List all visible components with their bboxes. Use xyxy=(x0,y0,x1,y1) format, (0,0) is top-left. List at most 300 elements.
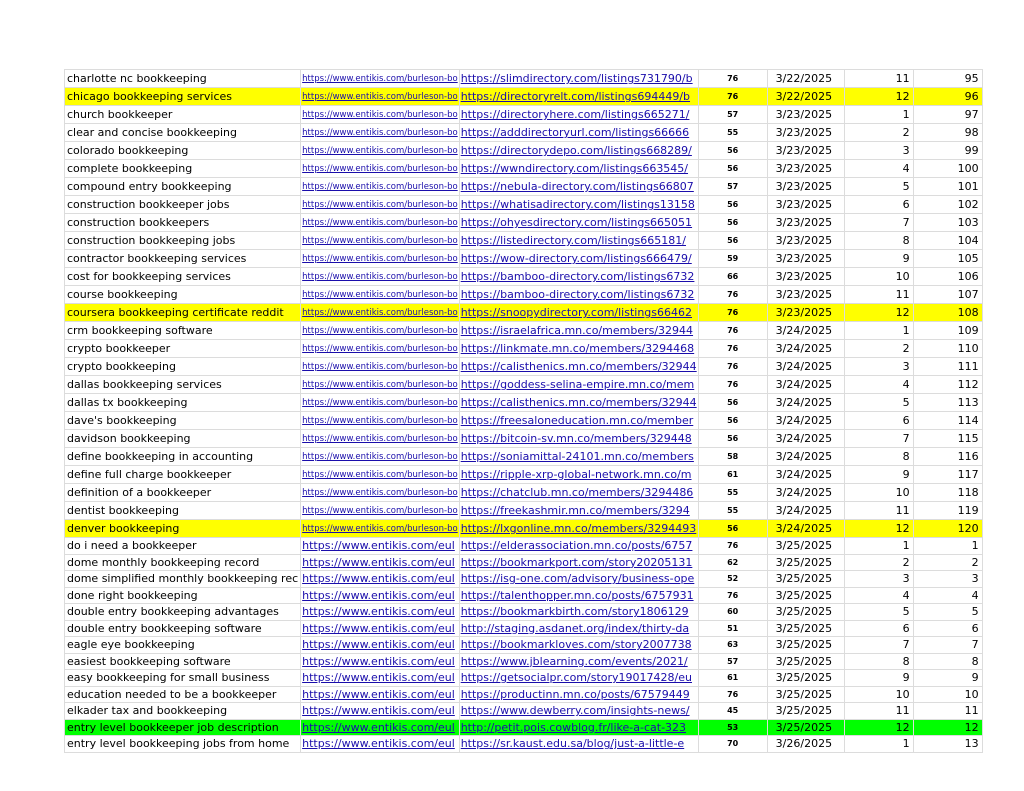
keyword-cell[interactable]: denver bookkeeping xyxy=(65,520,301,538)
backlink-url-cell[interactable] xyxy=(459,571,698,588)
target-url-link[interactable]: https://www.entikis.com/burleson-bo xyxy=(302,182,458,192)
target-url-cell[interactable] xyxy=(301,554,460,571)
date-cell[interactable]: 3/24/2025 xyxy=(767,484,844,502)
domain-authority-cell[interactable]: 56 xyxy=(698,214,767,232)
target-url-link[interactable]: https://www.entikis.com/burleson-bo xyxy=(302,326,458,336)
running-index-cell[interactable]: 13 xyxy=(913,736,982,753)
backlink-url-cell[interactable] xyxy=(459,554,698,571)
target-url-cell[interactable] xyxy=(301,620,460,637)
target-url-link[interactable]: https://www.entikis.com/burleson-bo xyxy=(302,290,458,300)
running-index-cell[interactable]: 100 xyxy=(913,160,982,178)
date-cell[interactable]: 3/25/2025 xyxy=(767,571,844,588)
daily-index-cell[interactable]: 5 xyxy=(844,604,913,621)
keyword-cell[interactable]: definition of a bookkeeper xyxy=(65,484,301,502)
domain-authority-cell[interactable]: 45 xyxy=(698,703,767,720)
target-url-cell[interactable] xyxy=(301,268,460,286)
running-index-cell[interactable]: 117 xyxy=(913,466,982,484)
backlink-url-link[interactable]: https://snoopydirectory.com/listings66462 xyxy=(460,306,692,319)
keyword-cell[interactable]: easiest bookkeeping software xyxy=(65,653,301,670)
target-url-link[interactable]: https://www.entikis.com/burleson-bo xyxy=(302,110,458,120)
domain-authority-cell[interactable]: 56 xyxy=(698,196,767,214)
target-url-link[interactable]: https://www.entikis.com/eul xyxy=(302,605,455,619)
target-url-link[interactable]: https://www.entikis.com/burleson-bo xyxy=(302,164,458,174)
domain-authority-cell[interactable]: 66 xyxy=(698,268,767,286)
target-url-cell[interactable] xyxy=(301,88,460,106)
backlink-url-link[interactable]: https://adddirectoryurl.com/listings66666 xyxy=(460,126,690,139)
target-url-link[interactable]: https://www.entikis.com/burleson-bo xyxy=(302,236,458,246)
backlink-url-cell[interactable] xyxy=(459,653,698,670)
keyword-cell[interactable]: construction bookkeeper jobs xyxy=(65,196,301,214)
backlink-url-cell[interactable] xyxy=(459,686,698,703)
daily-index-cell[interactable]: 12 xyxy=(844,520,913,538)
backlink-url-link[interactable]: https://wwndirectory.com/listings663545/ xyxy=(460,162,689,175)
backlink-url-link[interactable]: https://calisthenics.mn.co/members/32944 xyxy=(460,360,697,373)
keyword-cell[interactable]: entry level bookkeeping jobs from home xyxy=(65,736,301,753)
backlink-url-link[interactable]: https://chatclub.mn.co/members/3294486 xyxy=(460,486,694,499)
keyword-cell[interactable]: dentist bookkeeping xyxy=(65,502,301,520)
backlink-url-link[interactable]: https://bookmarkbirth.com/story1806129 xyxy=(460,605,689,619)
backlink-url-link[interactable]: https://listedirectory.com/listings665181/ xyxy=(460,234,686,247)
target-url-link[interactable]: https://www.entikis.com/burleson-bo xyxy=(302,254,458,264)
date-cell[interactable]: 3/24/2025 xyxy=(767,502,844,520)
date-cell[interactable]: 3/23/2025 xyxy=(767,214,844,232)
keyword-cell[interactable]: entry level bookkeeper job description xyxy=(65,719,301,736)
domain-authority-cell[interactable]: 56 xyxy=(698,142,767,160)
target-url-cell[interactable] xyxy=(301,124,460,142)
backlink-url-cell[interactable] xyxy=(459,124,698,142)
keyword-cell[interactable]: dome monthly bookkeeping record xyxy=(65,554,301,571)
target-url-link[interactable]: https://www.entikis.com/burleson-bo xyxy=(302,416,458,426)
daily-index-cell[interactable]: 8 xyxy=(844,653,913,670)
daily-index-cell[interactable]: 11 xyxy=(844,502,913,520)
backlink-url-cell[interactable] xyxy=(459,178,698,196)
target-url-cell[interactable] xyxy=(301,232,460,250)
daily-index-cell[interactable]: 5 xyxy=(844,178,913,196)
target-url-cell[interactable] xyxy=(301,214,460,232)
backlink-url-link[interactable]: https://israelafrica.mn.co/members/32944 xyxy=(460,324,694,337)
keyword-cell[interactable]: dave's bookkeeping xyxy=(65,412,301,430)
running-index-cell[interactable]: 108 xyxy=(913,304,982,322)
backlink-url-cell[interactable] xyxy=(459,286,698,304)
backlink-url-link[interactable]: https://soniamittal-24101.mn.co/members xyxy=(460,450,694,463)
domain-authority-cell[interactable]: 76 xyxy=(698,304,767,322)
running-index-cell[interactable]: 2 xyxy=(913,554,982,571)
backlink-url-cell[interactable] xyxy=(459,196,698,214)
keyword-cell[interactable]: church bookkeeper xyxy=(65,106,301,124)
daily-index-cell[interactable]: 4 xyxy=(844,160,913,178)
target-url-link[interactable]: https://www.entikis.com/burleson-bo xyxy=(302,452,458,462)
target-url-cell[interactable] xyxy=(301,670,460,687)
date-cell[interactable]: 3/25/2025 xyxy=(767,637,844,654)
date-cell[interactable]: 3/25/2025 xyxy=(767,670,844,687)
daily-index-cell[interactable]: 4 xyxy=(844,376,913,394)
target-url-cell[interactable] xyxy=(301,70,460,88)
target-url-link[interactable]: https://www.entikis.com/burleson-bo xyxy=(302,380,458,390)
backlink-url-cell[interactable] xyxy=(459,484,698,502)
daily-index-cell[interactable]: 11 xyxy=(844,286,913,304)
target-url-cell[interactable] xyxy=(301,160,460,178)
keyword-cell[interactable]: chicago bookkeeping services xyxy=(65,88,301,106)
target-url-link[interactable]: https://www.entikis.com/burleson-bo xyxy=(302,398,458,408)
target-url-cell[interactable] xyxy=(301,178,460,196)
keyword-cell[interactable]: cost for bookkeeping services xyxy=(65,268,301,286)
date-cell[interactable]: 3/24/2025 xyxy=(767,412,844,430)
date-cell[interactable]: 3/25/2025 xyxy=(767,538,844,555)
daily-index-cell[interactable]: 3 xyxy=(844,571,913,588)
running-index-cell[interactable]: 5 xyxy=(913,604,982,621)
target-url-link[interactable]: https://www.entikis.com/burleson-bo xyxy=(302,506,458,516)
backlink-url-cell[interactable] xyxy=(459,394,698,412)
date-cell[interactable]: 3/26/2025 xyxy=(767,736,844,753)
domain-authority-cell[interactable]: 61 xyxy=(698,670,767,687)
target-url-cell[interactable] xyxy=(301,502,460,520)
keyword-cell[interactable]: crypto bookkeeper xyxy=(65,340,301,358)
backlink-url-cell[interactable] xyxy=(459,160,698,178)
backlink-url-link[interactable]: https://directoryrelt.com/listings694449/b xyxy=(460,90,691,103)
domain-authority-cell[interactable]: 61 xyxy=(698,466,767,484)
backlink-url-cell[interactable] xyxy=(459,719,698,736)
daily-index-cell[interactable]: 12 xyxy=(844,88,913,106)
keyword-cell[interactable]: coursera bookkeeping certificate reddit xyxy=(65,304,301,322)
target-url-link[interactable]: https://www.entikis.com/burleson-bo xyxy=(302,488,458,498)
target-url-cell[interactable] xyxy=(301,466,460,484)
backlink-url-link[interactable]: https://calisthenics.mn.co/members/32944 xyxy=(460,396,697,409)
date-cell[interactable]: 3/24/2025 xyxy=(767,448,844,466)
backlink-url-link[interactable]: https://goddess-selina-empire.mn.co/mem xyxy=(460,378,695,391)
backlink-url-cell[interactable] xyxy=(459,587,698,604)
date-cell[interactable]: 3/23/2025 xyxy=(767,142,844,160)
date-cell[interactable]: 3/24/2025 xyxy=(767,520,844,538)
keyword-cell[interactable]: do i need a bookkeeper xyxy=(65,538,301,555)
domain-authority-cell[interactable]: 51 xyxy=(698,620,767,637)
keyword-cell[interactable]: davidson bookkeeping xyxy=(65,430,301,448)
backlink-url-link[interactable]: https://freekashmir.mn.co/members/3294 xyxy=(460,504,690,517)
daily-index-cell[interactable]: 3 xyxy=(844,358,913,376)
backlink-url-link[interactable]: https://www.dewberry.com/insights-news/ xyxy=(460,704,690,718)
keyword-cell[interactable]: contractor bookkeeping services xyxy=(65,250,301,268)
target-url-cell[interactable] xyxy=(301,358,460,376)
keyword-cell[interactable]: define bookkeeping in accounting xyxy=(65,448,301,466)
domain-authority-cell[interactable]: 76 xyxy=(698,322,767,340)
running-index-cell[interactable]: 12 xyxy=(913,719,982,736)
keyword-cell[interactable]: course bookkeeping xyxy=(65,286,301,304)
backlink-url-cell[interactable] xyxy=(459,340,698,358)
domain-authority-cell[interactable]: 57 xyxy=(698,106,767,124)
domain-authority-cell[interactable]: 63 xyxy=(698,637,767,654)
backlink-url-cell[interactable] xyxy=(459,448,698,466)
backlink-url-link[interactable]: https://ripple-xrp-global-network.mn.co/m xyxy=(460,468,692,481)
target-url-link[interactable]: https://www.entikis.com/eul xyxy=(302,539,455,553)
backlink-url-cell[interactable] xyxy=(459,70,698,88)
daily-index-cell[interactable]: 6 xyxy=(844,620,913,637)
target-url-link[interactable]: https://www.entikis.com/eul xyxy=(302,687,455,701)
running-index-cell[interactable]: 110 xyxy=(913,340,982,358)
keyword-cell[interactable]: dome simplified monthly bookkeeping rec xyxy=(65,571,301,588)
target-url-cell[interactable] xyxy=(301,448,460,466)
daily-index-cell[interactable]: 10 xyxy=(844,268,913,286)
backlink-url-cell[interactable] xyxy=(459,703,698,720)
daily-index-cell[interactable]: 10 xyxy=(844,484,913,502)
target-url-cell[interactable] xyxy=(301,142,460,160)
target-url-link[interactable]: https://www.entikis.com/burleson-bo xyxy=(302,524,458,534)
target-url-cell[interactable] xyxy=(301,304,460,322)
domain-authority-cell[interactable]: 76 xyxy=(698,538,767,555)
target-url-cell[interactable] xyxy=(301,430,460,448)
keyword-cell[interactable]: elkader tax and bookkeeping xyxy=(65,703,301,720)
domain-authority-cell[interactable]: 76 xyxy=(698,686,767,703)
running-index-cell[interactable]: 106 xyxy=(913,268,982,286)
keyword-cell[interactable]: double entry bookkeeping software xyxy=(65,620,301,637)
target-url-link[interactable]: https://www.entikis.com/burleson-bo xyxy=(302,128,458,138)
daily-index-cell[interactable]: 11 xyxy=(844,703,913,720)
target-url-cell[interactable] xyxy=(301,250,460,268)
running-index-cell[interactable]: 105 xyxy=(913,250,982,268)
backlink-url-cell[interactable] xyxy=(459,358,698,376)
domain-authority-cell[interactable]: 57 xyxy=(698,653,767,670)
backlink-url-link[interactable]: https://ohyesdirectory.com/listings665051 xyxy=(460,216,693,229)
backlink-url-cell[interactable] xyxy=(459,88,698,106)
running-index-cell[interactable]: 8 xyxy=(913,653,982,670)
keyword-cell[interactable]: dallas bookkeeping services xyxy=(65,376,301,394)
running-index-cell[interactable]: 104 xyxy=(913,232,982,250)
backlink-url-link[interactable]: https://whatisadirectory.com/listings13158 xyxy=(460,198,695,211)
domain-authority-cell[interactable]: 59 xyxy=(698,250,767,268)
target-url-cell[interactable] xyxy=(301,322,460,340)
backlink-url-link[interactable]: https://bamboo-directory.com/listings6732 xyxy=(460,270,695,283)
date-cell[interactable]: 3/25/2025 xyxy=(767,554,844,571)
domain-authority-cell[interactable]: 53 xyxy=(698,719,767,736)
domain-authority-cell[interactable]: 57 xyxy=(698,178,767,196)
running-index-cell[interactable]: 95 xyxy=(913,70,982,88)
backlink-url-cell[interactable] xyxy=(459,604,698,621)
date-cell[interactable]: 3/24/2025 xyxy=(767,358,844,376)
running-index-cell[interactable]: 96 xyxy=(913,88,982,106)
target-url-link[interactable]: https://www.entikis.com/eul xyxy=(302,572,455,586)
target-url-link[interactable]: https://www.entikis.com/burleson-bo xyxy=(302,74,458,84)
running-index-cell[interactable]: 102 xyxy=(913,196,982,214)
target-url-cell[interactable] xyxy=(301,686,460,703)
backlink-url-link[interactable]: https://slimdirectory.com/listings731790/b xyxy=(460,72,693,85)
date-cell[interactable]: 3/23/2025 xyxy=(767,106,844,124)
running-index-cell[interactable]: 9 xyxy=(913,670,982,687)
date-cell[interactable]: 3/24/2025 xyxy=(767,322,844,340)
daily-index-cell[interactable]: 7 xyxy=(844,430,913,448)
daily-index-cell[interactable]: 4 xyxy=(844,587,913,604)
target-url-link[interactable]: https://www.entikis.com/burleson-bo xyxy=(302,434,458,444)
target-url-cell[interactable] xyxy=(301,340,460,358)
daily-index-cell[interactable]: 9 xyxy=(844,250,913,268)
running-index-cell[interactable]: 97 xyxy=(913,106,982,124)
backlink-url-link[interactable]: https://lxgonline.mn.co/members/3294493 xyxy=(460,522,697,535)
domain-authority-cell[interactable]: 56 xyxy=(698,412,767,430)
running-index-cell[interactable]: 111 xyxy=(913,358,982,376)
domain-authority-cell[interactable]: 55 xyxy=(698,502,767,520)
backlink-url-link[interactable]: https://bitcoin-sv.mn.co/members/329448 xyxy=(460,432,692,445)
backlink-url-cell[interactable] xyxy=(459,232,698,250)
daily-index-cell[interactable]: 2 xyxy=(844,124,913,142)
running-index-cell[interactable]: 107 xyxy=(913,286,982,304)
date-cell[interactable]: 3/25/2025 xyxy=(767,604,844,621)
backlink-url-link[interactable]: https://wow-directory.com/listings666479/ xyxy=(460,252,692,265)
date-cell[interactable]: 3/25/2025 xyxy=(767,703,844,720)
backlink-url-cell[interactable] xyxy=(459,736,698,753)
backlink-url-link[interactable]: https://isg-one.com/advisory/business-ope xyxy=(460,572,695,586)
keyword-cell[interactable]: compound entry bookkeeping xyxy=(65,178,301,196)
running-index-cell[interactable]: 118 xyxy=(913,484,982,502)
domain-authority-cell[interactable]: 76 xyxy=(698,587,767,604)
keyword-cell[interactable]: define full charge bookkeeper xyxy=(65,466,301,484)
keyword-cell[interactable]: clear and concise bookkeeping xyxy=(65,124,301,142)
keyword-cell[interactable]: colorado bookkeeping xyxy=(65,142,301,160)
target-url-cell[interactable] xyxy=(301,604,460,621)
domain-authority-cell[interactable]: 56 xyxy=(698,232,767,250)
domain-authority-cell[interactable]: 76 xyxy=(698,376,767,394)
backlink-url-cell[interactable] xyxy=(459,502,698,520)
date-cell[interactable]: 3/23/2025 xyxy=(767,250,844,268)
running-index-cell[interactable]: 10 xyxy=(913,686,982,703)
daily-index-cell[interactable]: 9 xyxy=(844,670,913,687)
backlink-url-link[interactable]: https://linkmate.mn.co/members/3294468 xyxy=(460,342,695,355)
daily-index-cell[interactable]: 1 xyxy=(844,538,913,555)
date-cell[interactable]: 3/25/2025 xyxy=(767,587,844,604)
daily-index-cell[interactable]: 6 xyxy=(844,196,913,214)
target-url-link[interactable]: https://www.entikis.com/burleson-bo xyxy=(302,218,458,228)
running-index-cell[interactable]: 3 xyxy=(913,571,982,588)
daily-index-cell[interactable]: 12 xyxy=(844,304,913,322)
daily-index-cell[interactable]: 1 xyxy=(844,322,913,340)
target-url-link[interactable]: https://www.entikis.com/burleson-bo xyxy=(302,362,458,372)
running-index-cell[interactable]: 4 xyxy=(913,587,982,604)
date-cell[interactable]: 3/24/2025 xyxy=(767,394,844,412)
date-cell[interactable]: 3/23/2025 xyxy=(767,124,844,142)
date-cell[interactable]: 3/24/2025 xyxy=(767,466,844,484)
target-url-cell[interactable] xyxy=(301,412,460,430)
date-cell[interactable]: 3/24/2025 xyxy=(767,376,844,394)
domain-authority-cell[interactable]: 76 xyxy=(698,70,767,88)
target-url-cell[interactable] xyxy=(301,376,460,394)
target-url-cell[interactable] xyxy=(301,196,460,214)
target-url-cell[interactable] xyxy=(301,736,460,753)
target-url-link[interactable]: https://www.entikis.com/eul xyxy=(302,654,455,668)
daily-index-cell[interactable]: 9 xyxy=(844,466,913,484)
backlink-url-link[interactable]: http://staging.asdanet.org/index/thirty-da xyxy=(460,621,690,635)
domain-authority-cell[interactable]: 70 xyxy=(698,736,767,753)
backlink-url-cell[interactable] xyxy=(459,620,698,637)
daily-index-cell[interactable]: 3 xyxy=(844,142,913,160)
backlink-url-link[interactable]: https://nebula-directory.com/listings66807 xyxy=(460,180,694,193)
domain-authority-cell[interactable]: 58 xyxy=(698,448,767,466)
backlink-url-link[interactable]: http://petit.pois.cowblog.fr/like-a-cat-323 xyxy=(460,720,687,734)
backlink-url-cell[interactable] xyxy=(459,412,698,430)
target-url-cell[interactable] xyxy=(301,653,460,670)
target-url-cell[interactable] xyxy=(301,571,460,588)
date-cell[interactable]: 3/22/2025 xyxy=(767,70,844,88)
backlink-url-cell[interactable] xyxy=(459,142,698,160)
backlink-url-link[interactable]: https://productinn.mn.co/posts/67579449 xyxy=(460,687,690,701)
target-url-link[interactable]: https://www.entikis.com/burleson-bo xyxy=(302,200,458,210)
backlink-url-cell[interactable] xyxy=(459,637,698,654)
target-url-link[interactable]: https://www.entikis.com/burleson-bo xyxy=(302,344,458,354)
date-cell[interactable]: 3/23/2025 xyxy=(767,160,844,178)
running-index-cell[interactable]: 101 xyxy=(913,178,982,196)
date-cell[interactable]: 3/24/2025 xyxy=(767,340,844,358)
running-index-cell[interactable]: 1 xyxy=(913,538,982,555)
backlink-url-link[interactable]: https://elderassociation.mn.co/posts/6757 xyxy=(460,539,693,553)
running-index-cell[interactable]: 114 xyxy=(913,412,982,430)
target-url-link[interactable]: https://www.entikis.com/eul xyxy=(302,588,455,602)
keyword-cell[interactable]: education needed to be a bookkeeper xyxy=(65,686,301,703)
backlink-url-cell[interactable] xyxy=(459,466,698,484)
target-url-link[interactable]: https://www.entikis.com/eul xyxy=(302,737,455,751)
daily-index-cell[interactable]: 8 xyxy=(844,232,913,250)
target-url-cell[interactable] xyxy=(301,637,460,654)
running-index-cell[interactable]: 112 xyxy=(913,376,982,394)
target-url-link[interactable]: https://www.entikis.com/burleson-bo xyxy=(302,272,458,282)
daily-index-cell[interactable]: 7 xyxy=(844,214,913,232)
backlink-url-link[interactable]: https://bookmarkloves.com/story2007738 xyxy=(460,638,692,652)
backlink-url-link[interactable]: https://getsocialpr.com/story19017428/eu xyxy=(460,671,692,685)
domain-authority-cell[interactable]: 56 xyxy=(698,160,767,178)
target-url-link[interactable]: https://www.entikis.com/burleson-bo xyxy=(302,92,458,102)
daily-index-cell[interactable]: 10 xyxy=(844,686,913,703)
date-cell[interactable]: 3/25/2025 xyxy=(767,653,844,670)
backlink-url-cell[interactable] xyxy=(459,304,698,322)
date-cell[interactable]: 3/25/2025 xyxy=(767,620,844,637)
date-cell[interactable]: 3/23/2025 xyxy=(767,178,844,196)
domain-authority-cell[interactable]: 56 xyxy=(698,520,767,538)
target-url-link[interactable]: https://www.entikis.com/eul xyxy=(302,555,455,569)
running-index-cell[interactable]: 11 xyxy=(913,703,982,720)
running-index-cell[interactable]: 116 xyxy=(913,448,982,466)
backlink-url-cell[interactable] xyxy=(459,322,698,340)
domain-authority-cell[interactable]: 76 xyxy=(698,358,767,376)
keyword-cell[interactable]: eagle eye bookkeeping xyxy=(65,637,301,654)
target-url-link[interactable]: https://www.entikis.com/eul xyxy=(302,638,455,652)
domain-authority-cell[interactable]: 76 xyxy=(698,88,767,106)
target-url-cell[interactable] xyxy=(301,106,460,124)
backlink-url-link[interactable]: https://www.jblearning.com/events/2021/ xyxy=(460,654,688,668)
domain-authority-cell[interactable]: 76 xyxy=(698,286,767,304)
running-index-cell[interactable]: 103 xyxy=(913,214,982,232)
target-url-link[interactable]: https://www.entikis.com/burleson-bo xyxy=(302,146,458,156)
daily-index-cell[interactable]: 12 xyxy=(844,719,913,736)
backlink-url-cell[interactable] xyxy=(459,268,698,286)
target-url-link[interactable]: https://www.entikis.com/burleson-bo xyxy=(302,470,458,480)
domain-authority-cell[interactable]: 62 xyxy=(698,554,767,571)
date-cell[interactable]: 3/23/2025 xyxy=(767,196,844,214)
target-url-cell[interactable] xyxy=(301,520,460,538)
keyword-cell[interactable]: construction bookkeeping jobs xyxy=(65,232,301,250)
backlink-url-cell[interactable] xyxy=(459,250,698,268)
target-url-link[interactable]: https://www.entikis.com/eul xyxy=(302,671,455,685)
running-index-cell[interactable]: 7 xyxy=(913,637,982,654)
daily-index-cell[interactable]: 2 xyxy=(844,340,913,358)
keyword-cell[interactable]: double entry bookkeeping advantages xyxy=(65,604,301,621)
domain-authority-cell[interactable]: 56 xyxy=(698,430,767,448)
date-cell[interactable]: 3/23/2025 xyxy=(767,286,844,304)
keyword-cell[interactable]: crm bookkeeping software xyxy=(65,322,301,340)
keyword-cell[interactable]: complete bookkeeping xyxy=(65,160,301,178)
keyword-cell[interactable]: crypto bookkeeping xyxy=(65,358,301,376)
backlink-url-cell[interactable] xyxy=(459,538,698,555)
date-cell[interactable]: 3/23/2025 xyxy=(767,232,844,250)
target-url-cell[interactable] xyxy=(301,286,460,304)
backlink-url-cell[interactable] xyxy=(459,376,698,394)
running-index-cell[interactable]: 119 xyxy=(913,502,982,520)
target-url-link[interactable]: https://www.entikis.com/burleson-bo xyxy=(302,308,458,318)
daily-index-cell[interactable]: 1 xyxy=(844,736,913,753)
daily-index-cell[interactable]: 2 xyxy=(844,554,913,571)
